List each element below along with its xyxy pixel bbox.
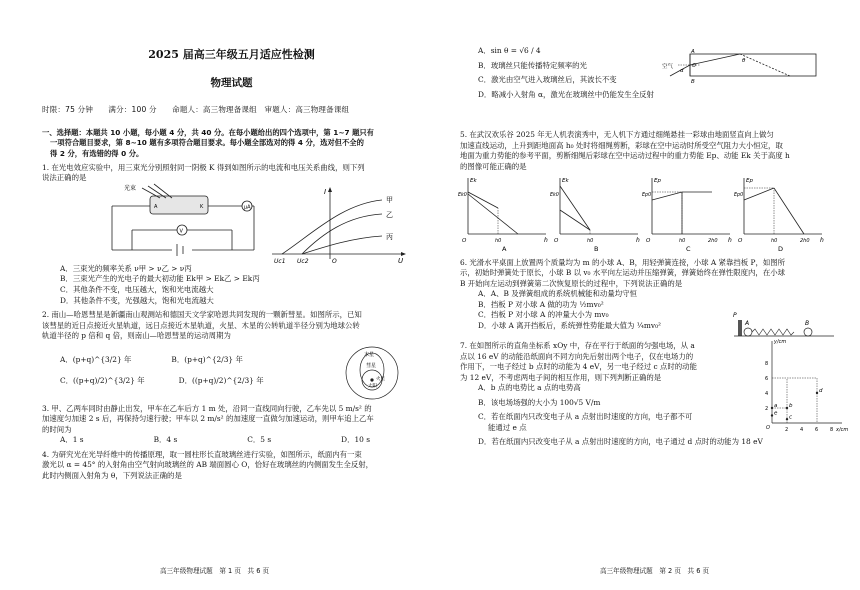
section-intro-line: 一项符合题目要求，第 8~10 题有多项符合题目要求。每小题全部选对的得 4 分，选对但不全的 <box>50 138 364 148</box>
q2-mars-label: 火星 <box>376 376 385 382</box>
q5-x-label: h <box>728 237 732 245</box>
tube-label-a: A <box>154 203 158 210</box>
q1-axis-u: U <box>398 256 404 265</box>
q2-option-d[interactable]: D．((p+q)/2)^{2/3} 年 <box>178 375 264 385</box>
q5-graph-label: A <box>502 245 507 254</box>
q4-option-b[interactable]: B．玻璃丝只能传播特定频率的光 <box>478 60 587 70</box>
q5-graph-label: C <box>686 245 691 254</box>
right-page <box>440 0 860 590</box>
q5-origin: O <box>738 238 743 245</box>
question-text: 轨道半径的 p 倍和 q 倍，则南山—哈恩彗星的运动周期为 <box>42 331 231 341</box>
question-text: 5. 在武汉欢乐谷 2025 年无人机表演秀中，无人机下方通过细绳悬挂一彩球由地面竖直向上做匀 <box>460 130 774 139</box>
q5-origin: O <box>462 238 467 245</box>
q1-option-d[interactable]: D．其他条件不变，光强越大，饱和光电流越大 <box>60 295 214 305</box>
q1-uc1: Uc1 <box>274 257 286 265</box>
q4-point-a: A <box>691 49 695 55</box>
q1-curve-jia: 甲 <box>386 195 393 204</box>
q7-option-d[interactable]: D．若在纸面内只改变电子从 a 点射出时速度的方向，电子通过 d 点时的动能为 18 eV <box>478 437 763 447</box>
question-text: 此时内侧面入射角为 θ，下列说法正确的是 <box>42 470 182 480</box>
q3-option-b[interactable]: B．4 s <box>153 435 178 445</box>
q5-cd-rise <box>744 188 774 200</box>
question-text: 示，初始时弹簧处于原长，小球 B 以 v₀ 水平向左运动并压缩弹簧，弹簧始终在弹性限度内，在小球 <box>460 268 785 278</box>
question-text: 的图像可能正确的是 <box>460 161 527 171</box>
q2-sun-label: 太阳 <box>368 383 377 389</box>
q3-option-d[interactable]: D．10 s <box>341 435 371 445</box>
q3-option-a[interactable]: A．1 s <box>60 435 84 445</box>
question-text: 6. 光滑水平桌面上放置两个质量均为 m 的小球 A、B，用轻弹簧连接，小球 A 紧靠挡板 P，如图所 <box>460 257 786 267</box>
q5-y0-label: Ek0 <box>550 193 559 199</box>
q5-h0-label: h0 <box>587 238 594 245</box>
q7-origin: O <box>766 425 770 432</box>
q5-origin: O <box>646 238 651 245</box>
q1-curve-yi: 乙 <box>386 210 393 219</box>
question-text: 作用下，一电子经过 b 点时的动能为 4 eV，另一电子经过 c 点时的动能 <box>460 362 697 372</box>
q2-option-b[interactable]: B．(p+q)^{2/3} 年 <box>171 355 243 365</box>
question-text: 3. 甲、乙两车同时由静止出发，甲车在乙车后方 1 m 处，沿同一直线同向行驶，乙车先以 5 m/s² 的 <box>42 403 372 413</box>
section-intro <box>42 128 421 159</box>
q5-b-line2 <box>560 210 590 230</box>
ammeter-label: μA <box>244 204 251 211</box>
q4-theta: θ <box>742 58 746 64</box>
q7-option-a[interactable]: A．b 点的电势比 a 点的电势高 <box>478 383 581 393</box>
q7-option-b[interactable]: B．该电场场强的大小为 100√5 V/m <box>478 397 601 407</box>
q1-curve-bing: 丙 <box>386 232 393 241</box>
q4-option-d[interactable]: D．略减小入射角 α，激光在玻璃丝中仍能发生全反射 <box>478 89 654 99</box>
q5-x-label: h <box>820 237 824 245</box>
q5-h0-label: h0 <box>771 238 778 245</box>
q5-x-label: h <box>544 237 548 245</box>
q5-y-label: Ek <box>470 178 477 185</box>
q4-point-o: O <box>692 63 696 69</box>
q7-point-label: c <box>789 414 793 421</box>
q5-y-label: Ek <box>562 178 569 185</box>
q5-2h0-label: 2h0 <box>800 238 810 245</box>
question-4 <box>42 450 421 482</box>
q5-y0-label: Ek0 <box>458 193 467 199</box>
q1-origin: O <box>332 257 337 265</box>
q6-ball-a: A <box>745 319 750 327</box>
q5-graph-label: D <box>778 245 784 254</box>
q7-point-label: e <box>774 410 778 417</box>
question-5 <box>460 130 846 254</box>
q2-option-c[interactable]: C．((p+q)/2)^{3/2} 年 <box>60 375 145 385</box>
q1-option-b[interactable]: B．三束光产生的光电子的最大初动能 Ek甲 > Ek乙 > Ek丙 <box>60 274 260 284</box>
q7-point <box>786 418 788 420</box>
q4-option-a[interactable]: A．sin θ = √6 / 4 <box>478 46 541 55</box>
q5-h0-label: h0 <box>495 238 502 245</box>
q5-origin: O <box>554 238 559 245</box>
q5-a-line <box>468 194 518 234</box>
q2-orbit-figure <box>332 342 412 400</box>
q5-cd-rise <box>652 192 682 200</box>
q4-fiber-figure <box>660 48 820 84</box>
q1-option-c[interactable]: C．其他条件不变，电压越大，饱和光电流越大 <box>60 284 214 294</box>
q5-y-label: Ep <box>654 178 661 185</box>
exam-title: 2025 届高三年级五月适应性检测 <box>148 48 315 61</box>
q7-x-label: x/cm <box>836 427 849 434</box>
q7-x-tick: 8 <box>830 427 834 434</box>
q6-plate-p: P <box>733 311 737 319</box>
page-footer-right: 高三年级物理试题 第 2 页 共 6 页 <box>600 566 710 575</box>
page-footer-left: 高三年级物理试题 第 1 页 共 6 页 <box>160 566 270 575</box>
q7-point-label: b <box>789 403 793 410</box>
q7-point <box>771 407 773 409</box>
q5-y0-label: Ep0 <box>734 193 744 199</box>
question-text: 点以 16 eV 的动能沿纸面向不同方向先后射出两个电子，仅在电场力的 <box>460 351 694 361</box>
exam-meta: 时限：75 分钟 满分：100 分 命题人：高三物理备课组 审题人：高三物理备课组 <box>42 105 350 115</box>
question-text: 为 12 eV，不考虑两电子间的相互作用，则下列判断正确的是 <box>460 372 662 382</box>
question-6 <box>460 258 846 332</box>
question-text: 4. 为研究光在光导纤维中的传播原理，取一圆柱形长直玻璃丝进行实验，如图所示，纸面内有一束 <box>42 449 362 459</box>
question-2 <box>42 310 421 400</box>
q4-air-label: 空气 <box>662 64 674 70</box>
q7-x-tick: 2 <box>785 427 789 434</box>
q7-coordinate-figure <box>750 335 850 435</box>
q2-comet-label: 彗星 <box>366 362 377 369</box>
q7-x-tick: 6 <box>815 427 819 434</box>
q7-x-tick: 4 <box>800 427 804 434</box>
q7-point-label: a <box>774 403 778 410</box>
q7-y-tick: 4 <box>765 391 769 398</box>
q6-ball-b: B <box>805 319 810 327</box>
q5-h0-label: h0 <box>679 238 686 245</box>
q3-option-c[interactable]: C．5 s <box>247 435 272 445</box>
q1-figure-svg <box>42 184 422 264</box>
q7-y-tick: 8 <box>765 361 769 368</box>
q7-y-tick: 2 <box>765 406 769 413</box>
q7-y-tick: 6 <box>765 376 769 383</box>
q7-point-label: d <box>819 388 823 395</box>
question-text: 7. 在如图所示的直角坐标系 xOy 中，存在平行于纸面的匀强电场，从 a <box>460 341 695 351</box>
q4-continued <box>460 46 846 126</box>
q5-b-line <box>560 186 590 230</box>
question-text: 激光以 α = 45° 的入射角由空气射向玻璃丝的 AB 端面圆心 O，恰好在玻璃丝的内侧面发生全反射， <box>42 460 374 470</box>
question-text: 说法正确的是 <box>42 173 87 183</box>
q7-point <box>771 414 773 416</box>
tube-label-k: K <box>200 203 204 210</box>
q5-2h0-label: 2h0 <box>708 238 718 245</box>
q5-y0-label: Ep0 <box>642 193 652 199</box>
exam-subtitle: 物理试题 <box>210 77 253 90</box>
q7-point <box>786 407 788 409</box>
section-intro-line: 得 2 分，有选错的得 0 分。 <box>50 148 144 158</box>
question-text: 地面为重力势能的参考平面，剪断细绳后彩球在空中运动过程中的重力势能 Ep、动能 Ek 关于高度 h <box>460 151 790 161</box>
q7-y-label: y/cm <box>774 339 787 346</box>
q1-light-label: 光束 <box>124 184 137 192</box>
question-text: 该彗星的近日点接近火星轨道，远日点接近木星轨道，火星、木星的公转轨道半径分别为地球公转 <box>42 320 360 330</box>
q2-option-a[interactable]: A．(p+q)^{3/2} 年 <box>60 355 132 365</box>
q1-axis-i: I <box>324 187 327 196</box>
q1-uc2: Uc2 <box>297 257 309 265</box>
q1-figure <box>42 184 421 264</box>
question-text: 1. 在光电效应实验中，用三束光分别照射同一阴极 K 得到如图所示的电流和电压关系曲线，则下列 <box>42 162 365 172</box>
q7-point <box>816 392 818 394</box>
q5-graphs <box>458 172 850 254</box>
q5-cd-fall <box>774 188 804 234</box>
q7-option-c-cont: 能通过 e 点 <box>488 422 527 432</box>
q7-option-c[interactable]: C．若在纸面内只改变电子从 a 点射出时速度的方向，电子都不可 <box>478 412 693 422</box>
question-text: B 开始向左运动到弹簧第二次恢复原长的过程中，下列说法正确的是 <box>460 278 683 288</box>
question-3 <box>42 404 421 446</box>
section-intro-line: 一、选择题：本题共 10 小题，每小题 4 分，共 40 分。在每小题给出的四个选项中，第 1~7 题只有 <box>42 127 374 137</box>
q2-jupiter-label: 木星 <box>364 351 375 358</box>
question-7 <box>460 339 849 448</box>
q6-option-a[interactable]: A．A、B 及弹簧组成的系统机械能和动量均守恒 <box>478 289 637 299</box>
q6-option-c[interactable]: C．挡板 P 对小球 A 的冲量大小为 mv₀ <box>478 310 609 320</box>
q1-option-a[interactable]: A．三束光的频率关系 ν甲 > ν乙 > ν丙 <box>60 263 192 273</box>
q6-option-b[interactable]: B．挡板 P 对小球 A 做的功为 ½mv₀² <box>478 299 604 309</box>
question-text: 加速直线运动，上升到距地面高 h₀ 处时将细绳剪断，彩球在空中运动时所受空气阻力大小恒定，取 <box>460 140 783 150</box>
question-text: 加速度匀加速 2 s 后，再保持匀速行驶；甲车以 2 m/s² 的加速度一直做匀加速运动，则甲车追上乙车 <box>42 414 374 424</box>
q4-alpha: α <box>680 68 684 74</box>
voltmeter-label: V <box>179 228 183 235</box>
question-text: 的时间为 <box>42 424 72 434</box>
question-1 <box>42 163 421 306</box>
q5-y-label: Ep <box>746 178 753 185</box>
q6-option-d[interactable]: D．小球 A 离开挡板后，系统弹性势能最大值为 ¼mv₀² <box>478 320 662 330</box>
q5-graph-label: B <box>594 245 599 254</box>
q5-x-label: h <box>636 237 640 245</box>
question-text: 2. 南山—哈恩彗星是新疆南山观测站和德国天文学家哈恩共同发现的一颗新彗星。如图所示，已知 <box>42 310 362 320</box>
q4-option-c[interactable]: C．激光由空气进入玻璃丝后，其波长不变 <box>478 75 617 85</box>
q4-point-b: B <box>691 79 695 85</box>
